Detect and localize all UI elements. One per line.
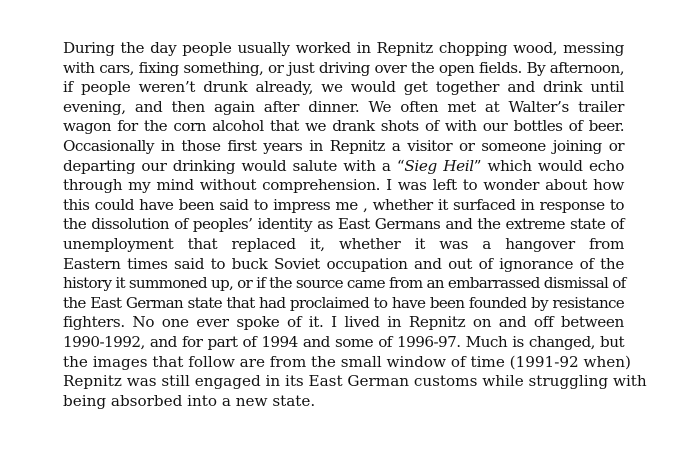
paragraph-line: through my mind without comprehension. I was left to wonder about how — [63, 176, 624, 195]
paragraph-line: Eastern times said to buck Soviet occupation and out of ignorance of the — [63, 254, 624, 273]
paragraph-line: evening, and then again after dinner. We often met at Walter’s trailer — [63, 97, 624, 116]
paragraph-line: the images that follow are from the small window of time (1991-92 when) — [63, 352, 631, 371]
paragraph-line: During the day people usually worked in Repnitz chopping wood, messing — [63, 39, 624, 57]
paragraph-line: history it summoned up, or if the source came from an embarrassed dismissal of — [63, 274, 626, 293]
body-paragraph — [63, 39, 647, 411]
paragraph-line: this could have been said to impress me , whether it surfaced in response to — [63, 195, 624, 214]
paragraph-line: if people weren’t drunk already, we would get together and drink until — [63, 78, 624, 97]
paragraph-line: fighters. No one ever spoke of it. I lived in Repnitz on and off between — [63, 313, 624, 332]
paragraph-line: wagon for the corn alcohol that we drank shots of with our bottles of beer. — [63, 117, 624, 136]
line-text-before: departing our drinking would salute with a “ — [63, 156, 405, 175]
line-text-after: ” which would echo — [473, 156, 624, 175]
paragraph-line — [63, 157, 624, 177]
italic-phrase: Sieg Heil — [404, 156, 474, 175]
paragraph-line: Occasionally in those first years in Repnitz a visitor or someone joining or — [63, 136, 624, 155]
paragraph-line: unemployment that replaced it, whether it was a hangover from — [63, 234, 624, 253]
paragraph-line: being absorbed into a new state. — [63, 391, 316, 410]
paragraph-line: Repnitz was still engaged in its East German customs while struggling with — [63, 372, 647, 391]
paragraph-line: 1990-1992, and for part of 1994 and some of 1996-97. Much is changed, but — [63, 332, 624, 351]
paragraph-line: with cars, fixing something, or just driving over the open fields. By afternoon, — [63, 58, 624, 77]
paragraph-line: the East German state that had proclaimed to have been founded by resistance — [63, 293, 624, 312]
paragraph-line: the dissolution of peoples’ identity as East Germans and the extreme state of — [63, 215, 624, 234]
